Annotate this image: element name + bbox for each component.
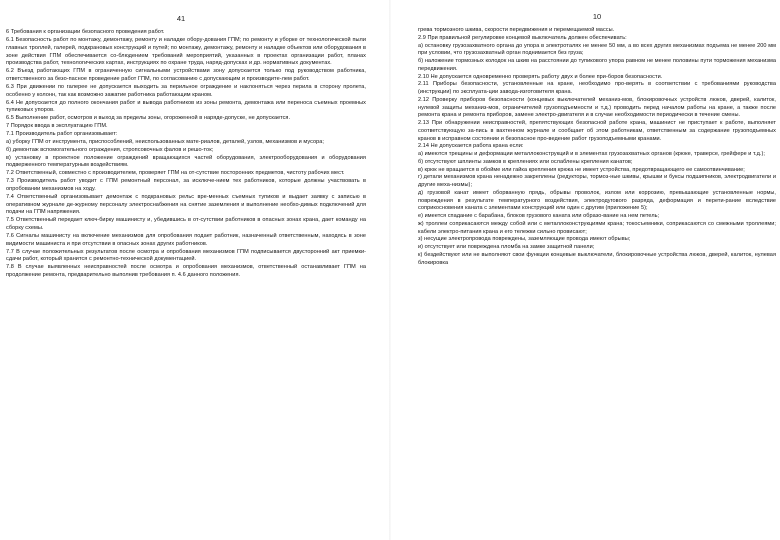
list-item: к) бездействуют или не выполняют свои функции концевые выключатели, блокировочные устройства люков, дверей, калиток, нулевая блокировка: [418, 251, 776, 266]
page-number: 41: [176, 14, 186, 23]
paragraph: 7.3 Производитель работ уводит с ГПМ ремонтный персонал, за исключе-нием тех работников, которые должны участвовать в опробовании механизмов на ходу.: [6, 178, 366, 192]
paragraph: 6.3 При движении по галерее не допускается выходить за перильное ограждение и наклоняться через перила в сторону пролета, особенно у колонн, так как возможно зажатие работника работающим краном.: [6, 83, 366, 98]
list-item: б) наложение тормозных колодок на шкив на расстоянии до тупикового упора равном не менее половины пути торможения механизма передвижения.: [418, 58, 776, 72]
list-item: а) остановку грузозахватного органа до упора в электроталях не менее 50 мм, а во всех других механизмах подъема не менее 200 мм при условии, что грузозахватный орган поднимается без груза;: [418, 42, 776, 57]
list-item: б) демонтаж вспомогательного ограждения, стропсовочных фалов и решо-ток;: [6, 146, 214, 153]
list-item: а) имеются трещины и деформации металлоконструкций и в элементах грузозахватных органов (крюке, траверсе, грейфере и т.д.);: [418, 151, 765, 157]
paragraph: 2.13 При обнаружении неисправностей, препятствующих безопасной работе крана, машинист не приступает к работе, выполняет соответствующую за-пись в вахтенном журнале и сообщает об этом работникам, ответственным за содержание грузоподъемных кранов в исправном состоянии и безопасное про-ведение работ грузоподъемными кранами.: [418, 120, 776, 142]
list-item: и) отсутствует или повреждена пломба на замке защитной панели;: [418, 244, 595, 250]
page-body: [418, 27, 776, 267]
paragraph: 6.5 Выполнение работ, осмотров и выход за пределы зоны, огороженной в наряде-допуске, не допускается.: [6, 115, 291, 122]
list-item: в) установку в проектное положение ограждений вращающихся частей оборудования, электрооборудования и оборудования подверженного температурным воздействиям.: [6, 154, 366, 169]
list-item: в) крюк не вращается в обойме или гайка крепления крюка не имеет устройства, предотвращающего ее самоотвинчивание;: [418, 166, 745, 173]
paragraph: 7.1 Производитель работ организовывает:: [6, 130, 118, 137]
page-number: 10: [592, 12, 602, 21]
list-item: д) грузовой канат имеет оборванную прядь, обрывы проволок, излом или коррозию, превышающие установленные нормы, повреждения в результате температурного воздействия, электродугового разряда, деформация и перети-рание вследствие соприкосновения каната с элементами конструкций или один с другим (приложение 5);: [418, 189, 776, 212]
list-item: г) детали механизмов крана ненадежно закреплены (редукторы, тормоз-ные шкивы, крышки и буксы подшипников, электродвигатели и другие меха-низмы);: [418, 174, 776, 188]
paragraph: 2.14 Не допускается работа крана если:: [418, 143, 524, 150]
paragraph: 7.7 В случае положительных результатов после осмотра и опробования механизмов ГПМ подписывается двусторонний акт приемки-сдачи работ, который хранится с ремонтно-технической документацией.: [6, 248, 366, 263]
list-item: б) отсутствуют шплинты замков в креплениях или ослаблены крепления канатов;: [418, 158, 633, 165]
list-item: е) имеется спадание с барабана, блоков грузового каната или образо-вание на нем петель;: [418, 213, 660, 219]
list-item: з) несущие электропровода повреждены, заземляющие провода имеют обрывы;: [418, 236, 631, 243]
list-item: ж) троллеи соприкасаются между собой или с металлоконструкциями крана; токосъемники, соприкасаются со смежными троллеями; кабели электро-питания крана и его тележки сильно провисают;: [418, 220, 776, 235]
paragraph: 2.11 Приборы безопасности, установленные на кране, необходимо про-верять в соответствии с требованиями руководства (инструкции) по эксплуата-ции завода-изготовителя крана.: [418, 81, 776, 95]
page-body: [6, 29, 366, 280]
paragraph: 6.2 Въезд работающих ГПМ в ограниченную сигнальными устройствами зону допускается только под руководством работника, ответственного за безо-пасное проведение работ ГПМ, по согласованию с допускающим и производите-лем работ.: [6, 68, 366, 83]
paragraph: 6.1 Безопасность работ по монтажу, демонтажу, ремонту и наладке обору-дования ГПМ; по ремонту и уборке от технологической пыли главных троллей, галерей, подкрановых конструкций и путей; по монтажу, демонтажу, ремонту и наладке объектов или оборудования в зоне действия ГПМ обеспечивается со-блюдением требований мероприятий, указанных в проектах организации работ, планах производства работ, технологических картах, инструкциях по охране труда, наряд-допусках и др. нормативных документах.: [6, 36, 366, 67]
paragraph: 6.4 Не допускается до полного окончания работ и вывода работников из зоны ремонта, демонтажа или переноса съемных проемных тупиковых упоров.: [6, 99, 366, 114]
right-page: [390, 0, 780, 540]
paragraph: 2.10 Не допускается одновременно проверять работу двух и более при-боров безопасности.: [418, 73, 663, 80]
paragraph: 7.4 Ответственный организовывает демонтаж с подкрановых рельс вре-менных съемных тупиков и выдает заявку с записью в оперативном журнале де-журному персоналу электроснабжения на снятие заземления и выполнение необхо-димых подключений для подачи на ГПМ напряжения.: [6, 193, 366, 216]
paragraph: 7.8 В случае выявленных неисправностей после осмотра и опробования механизмов, ответственный останавливает ГПМ на продолжение ремонта, предварительно выполнив требования п. 4.6 данного положения.: [6, 264, 366, 279]
section-heading: 6 Требования к организации безопасного проведения работ.: [6, 29, 165, 35]
paragraph: грева тормозного шкива, скорости передвижения и перемещаемой массы.: [418, 27, 615, 33]
paragraph: 7.5 Ответственный передает ключ-бирку машинисту и, убедившись в от-сутствии работников в опасных зонах крана, дает команду на сборку схемы.: [6, 217, 366, 232]
list-item: а) уборку ГПМ от инструмента, приспособлений, неиспользованных мате-риалов, деталей, узлов, механизмов и мусора;: [6, 138, 324, 145]
paragraph: 2.12 Проверку приборов безопасности (концевых выключателей механиз-мов, блокировочных устройств люков, дверей, калиток, нулевой защиты механиз-мов, ограничителей грузоподъемности и т.д.) проводить перед началом работы на кране, а также после ремонта крана и ремонта приборов, замене электро-двигателя и в случае необходимости периодически в течение смены.: [418, 96, 776, 119]
paragraph: 2.9 При правильной регулировке концевой выключатель должен обеспечивать:: [418, 34, 627, 41]
section-heading: 7 Порядок ввода в эксплуатацию ГПМ.: [6, 123, 108, 130]
paragraph: 7.2 Ответственный, совместно с производителем, проверяет ГПМ на от-сутствие посторонних предметов, чистоту рабочих мест.: [6, 170, 345, 177]
paragraph: 7.6 Сигналы машинисту на включение механизмов для опробования подает работник, назначенный ответственным, находясь в зоне видимости машиниста и при отсутствии в опасных зонах других работников.: [6, 232, 366, 247]
